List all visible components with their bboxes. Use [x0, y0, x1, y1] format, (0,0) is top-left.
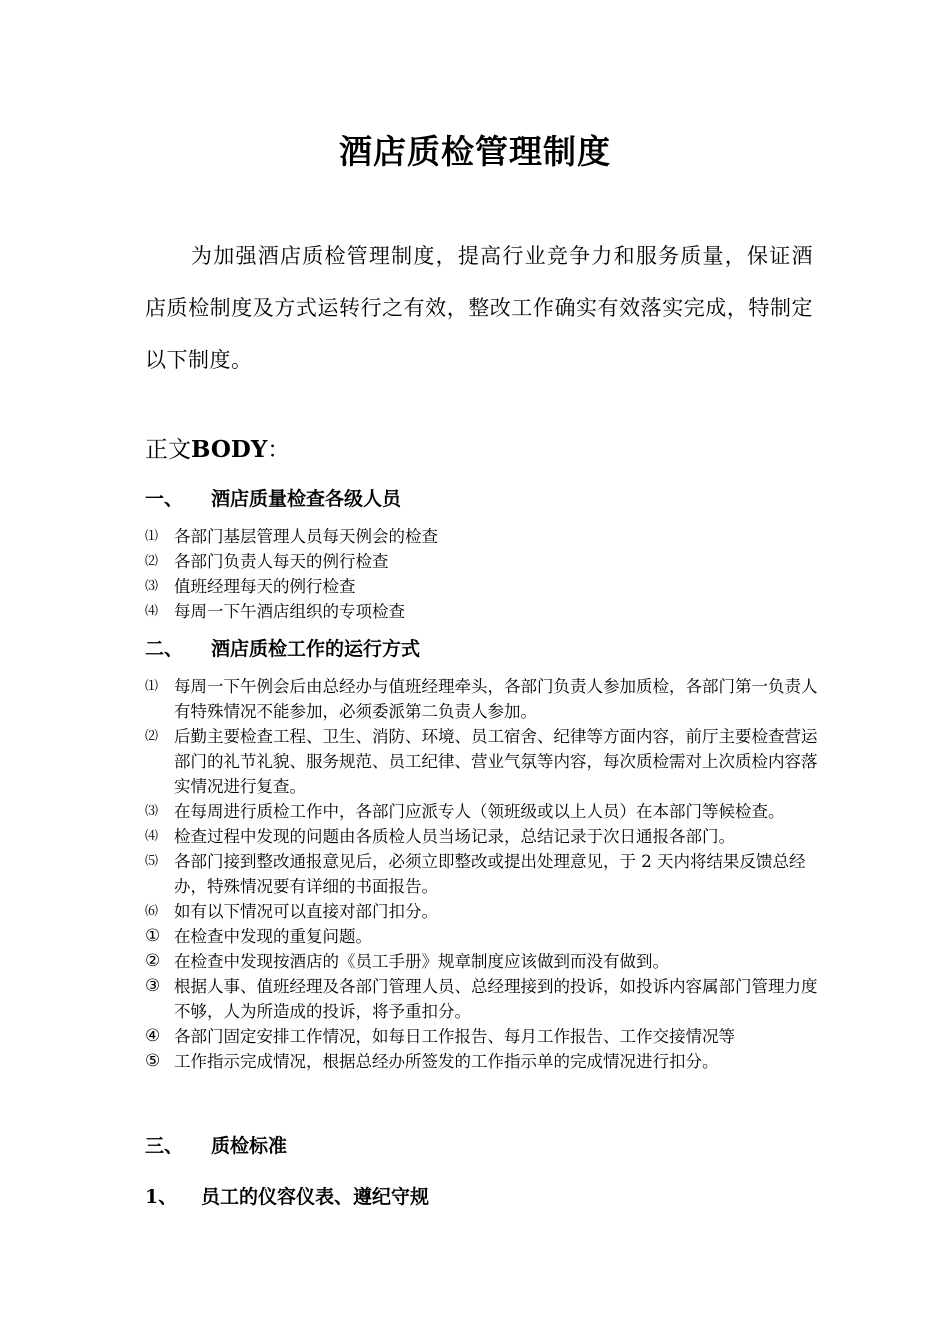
section-title: 酒店质检工作的运行方式	[211, 638, 421, 660]
list-marker: ④	[145, 1026, 161, 1046]
section-heading-1	[145, 484, 401, 514]
list-item	[145, 524, 825, 549]
body-heading-latin: BODY	[191, 436, 268, 463]
list-item-text: 值班经理每天的例行检查	[174, 577, 356, 596]
section1-list	[145, 524, 825, 624]
list-marker: ⑶	[145, 579, 159, 594]
list-item	[145, 949, 825, 974]
list-item-text: 各部门负责人每天的例行检查	[174, 552, 389, 571]
intro-paragraph: 为加强酒店质检管理制度，提高行业竞争力和服务质量，保证酒店质检制度及方式运转行之有效，整改工作确实有效落实完成，特制定以下制度。	[145, 244, 813, 372]
list-marker: ⑷	[145, 829, 159, 844]
list-marker: ⑵	[145, 729, 159, 744]
list-item	[145, 824, 825, 849]
section-title: 酒店质量检查各级人员	[211, 488, 402, 510]
list-item-text: 各部门固定安排工作情况，如每日工作报告、每月工作报告、工作交接情况等	[174, 1027, 735, 1046]
list-item-text: 每周一下午酒店组织的专项检查	[174, 602, 405, 621]
list-marker: ⑶	[145, 804, 159, 819]
list-marker: ⑤	[145, 1051, 161, 1071]
section2-list	[145, 674, 825, 1074]
list-marker: ②	[145, 951, 161, 971]
body-heading	[145, 430, 290, 470]
list-item	[145, 549, 825, 574]
list-item-text: 根据人事、值班经理及各部门管理人员、总经理接到的投诉，如投诉内容属部门管理力度不够，人为所造成的投诉，将予重扣分。	[174, 977, 818, 1021]
list-item-text: 工作指示完成情况，根据总经办所签发的工作指示单的完成情况进行扣分。	[174, 1052, 719, 1071]
list-item-text: 每周一下午例会后由总经办与值班经理牵头，各部门负责人参加质检，各部门第一负责人有特殊情况不能参加，必须委派第二负责人参加。	[174, 677, 818, 721]
body-heading-suffix: ：	[267, 437, 291, 463]
list-item	[145, 1049, 825, 1074]
list-item	[145, 924, 825, 949]
list-item	[145, 1024, 825, 1049]
list-marker: ⑴	[145, 529, 159, 544]
list-item-text: 在检查中发现按酒店的《员工手册》规章制度应该做到而没有做到。	[174, 952, 669, 971]
list-marker: ③	[145, 976, 161, 996]
list-item	[145, 674, 825, 724]
subsection-heading-1	[145, 1182, 429, 1212]
subsection-number: 1、	[145, 1186, 178, 1208]
subsection-title: 员工的仪容仪表、遵纪守规	[201, 1186, 430, 1208]
list-item-text: 后勤主要检查工程、卫生、消防、环境、员工宿舍、纪律等方面内容，前厅主要检查营运部门的礼节礼貌、服务规范、员工纪律、营业气氛等内容，每次质检需对上次质检内容落实情况进行复查。	[174, 727, 818, 796]
list-item	[145, 974, 825, 1024]
section-heading-3	[145, 1131, 287, 1161]
list-item	[145, 849, 825, 899]
list-item-text: 如有以下情况可以直接对部门扣分。	[174, 902, 438, 921]
list-marker: ⑸	[145, 854, 159, 869]
section-heading-2	[145, 634, 420, 664]
list-marker: ⑹	[145, 904, 159, 919]
list-marker: ⑷	[145, 604, 159, 619]
list-item-text: 各部门基层管理人员每天例会的检查	[174, 527, 438, 546]
list-marker: ①	[145, 926, 161, 946]
document-title: 酒店质检管理制度	[339, 132, 611, 171]
list-item-text: 检查过程中发现的问题由各质检人员当场记录，总结记录于次日通报各部门。	[174, 827, 735, 846]
section-title: 质检标准	[211, 1135, 288, 1157]
list-marker: ⑴	[145, 679, 159, 694]
list-item	[145, 899, 825, 924]
body-heading-prefix: 正文	[145, 437, 191, 463]
list-item-text: 在每周进行质检工作中，各部门应派专人（领班级或以上人员）在本部门等候检查。	[174, 802, 785, 821]
list-marker: ⑵	[145, 554, 159, 569]
list-item	[145, 574, 825, 599]
list-item	[145, 724, 825, 799]
list-item-text: 在检查中发现的重复问题。	[174, 927, 372, 946]
list-item	[145, 799, 825, 824]
list-item-text: 各部门接到整改通报意见后，必须立即整改或提出处理意见，于 2 天内将结果反馈总经办，特殊情况要有详细的书面报告。	[174, 852, 806, 896]
section-number: 一、	[145, 488, 184, 510]
list-item	[145, 599, 825, 624]
section-number: 二、	[145, 638, 184, 660]
section-number: 三、	[145, 1135, 184, 1157]
